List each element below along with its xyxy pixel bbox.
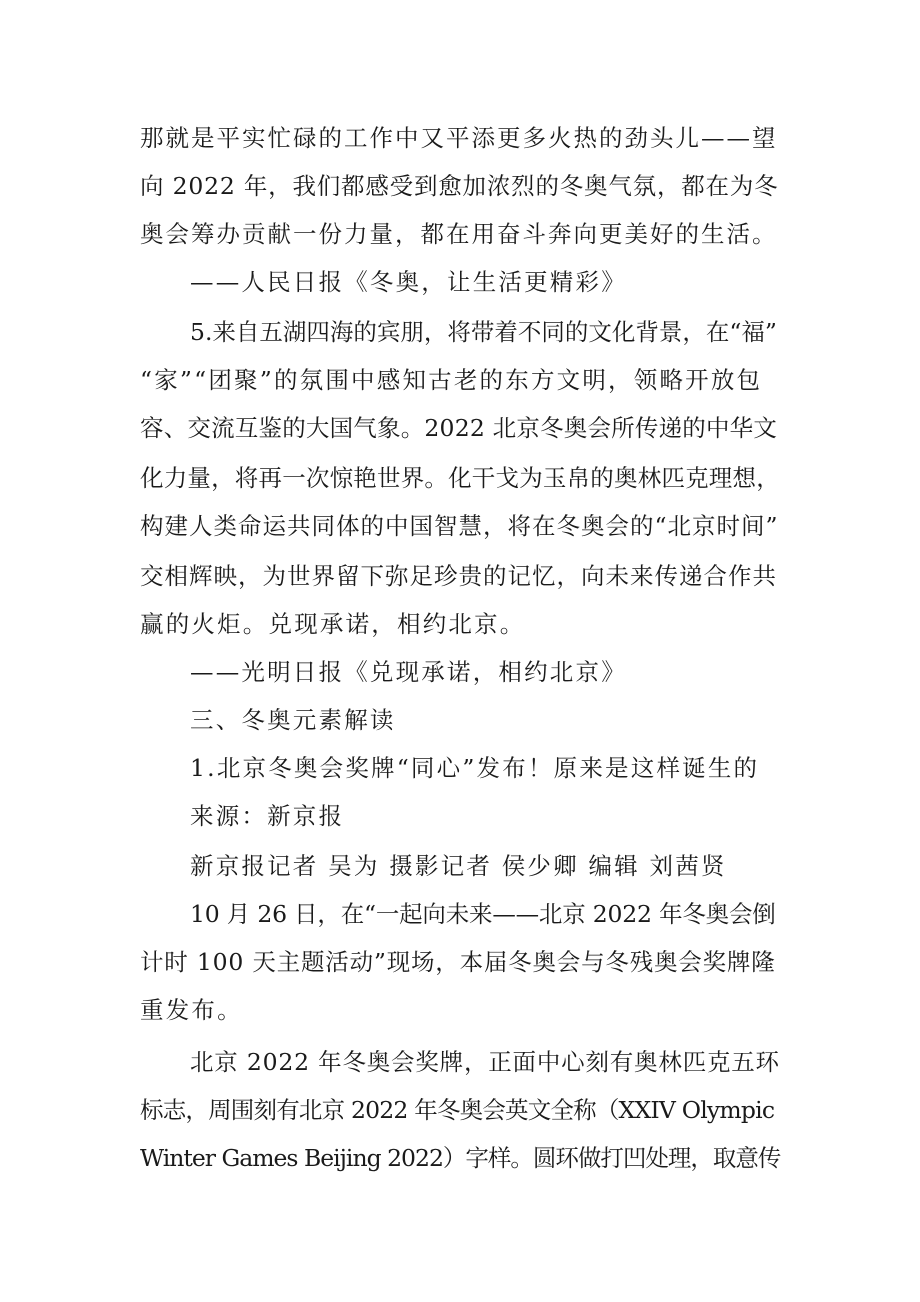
- quote-source: ——人民日报《冬奥，让生活更精彩》: [190, 268, 627, 296]
- paragraph-line: 标志，周围刻有北京 2022 年冬奥会英文全称（XXIV Olympic: [140, 1096, 775, 1124]
- article-byline: 新京报记者 吴为 摄影记者 侯少卿 编辑 刘茜贤: [190, 852, 727, 880]
- paragraph-line: 奥会筹办贡献一份力量，都在用奋斗奔向更美好的生活。: [140, 220, 778, 248]
- paragraph-line: 北京 2022 年冬奥会奖牌，正面中心刻有奥林匹克五环: [190, 1048, 780, 1076]
- paragraph-line: 那就是平实忙碌的工作中又平添更多火热的劲头儿——望: [140, 124, 778, 152]
- paragraph-line: 构建人类命运共同体的中国智慧，将在冬奥会的“北京时间”: [140, 512, 779, 540]
- article-title: 1.北京冬奥会奖牌“同心”发布！原来是这样诞生的: [190, 754, 760, 782]
- paragraph-line: “家”“团聚”的氛围中感知古老的东方文明，领略开放包: [140, 366, 763, 394]
- paragraph-line: 化力量，将再一次惊艳世界。化干戈为玉帛的奥林匹克理想，: [140, 464, 780, 492]
- quote-source: ——光明日报《兑现承诺，相约北京》: [190, 658, 627, 686]
- paragraph-line: 5.来自五湖四海的宾朋，将带着不同的文化背景，在“福”: [190, 318, 777, 346]
- paragraph-line: 容、交流互鉴的大国气象。2022 北京冬奥会所传递的中华文: [140, 414, 778, 442]
- paragraph-line: 计时 100 天主题活动”现场，本届冬奥会与冬残奥会奖牌隆: [140, 948, 776, 976]
- paragraph-line: 交相辉映，为世界留下弥足珍贵的记忆，向未来传递合作共: [140, 562, 777, 590]
- paragraph-line: 向 2022 年，我们都感受到愈加浓烈的冬奥气氛，都在为冬: [140, 172, 779, 200]
- section-heading: 三、冬奥元素解读: [190, 706, 396, 734]
- article-source: 来源：新京报: [190, 802, 345, 830]
- paragraph-line: 10 月 26 日，在“一起向未来——北京 2022 年冬奥会倒: [190, 900, 776, 928]
- paragraph-line: 赢的火炬。兑现承诺，相约北京。: [140, 610, 526, 638]
- paragraph-line: Winter Games Beijing 2022）字样。圆环做打凹处理，取意传: [140, 1144, 781, 1172]
- paragraph-line: 重发布。: [140, 996, 243, 1024]
